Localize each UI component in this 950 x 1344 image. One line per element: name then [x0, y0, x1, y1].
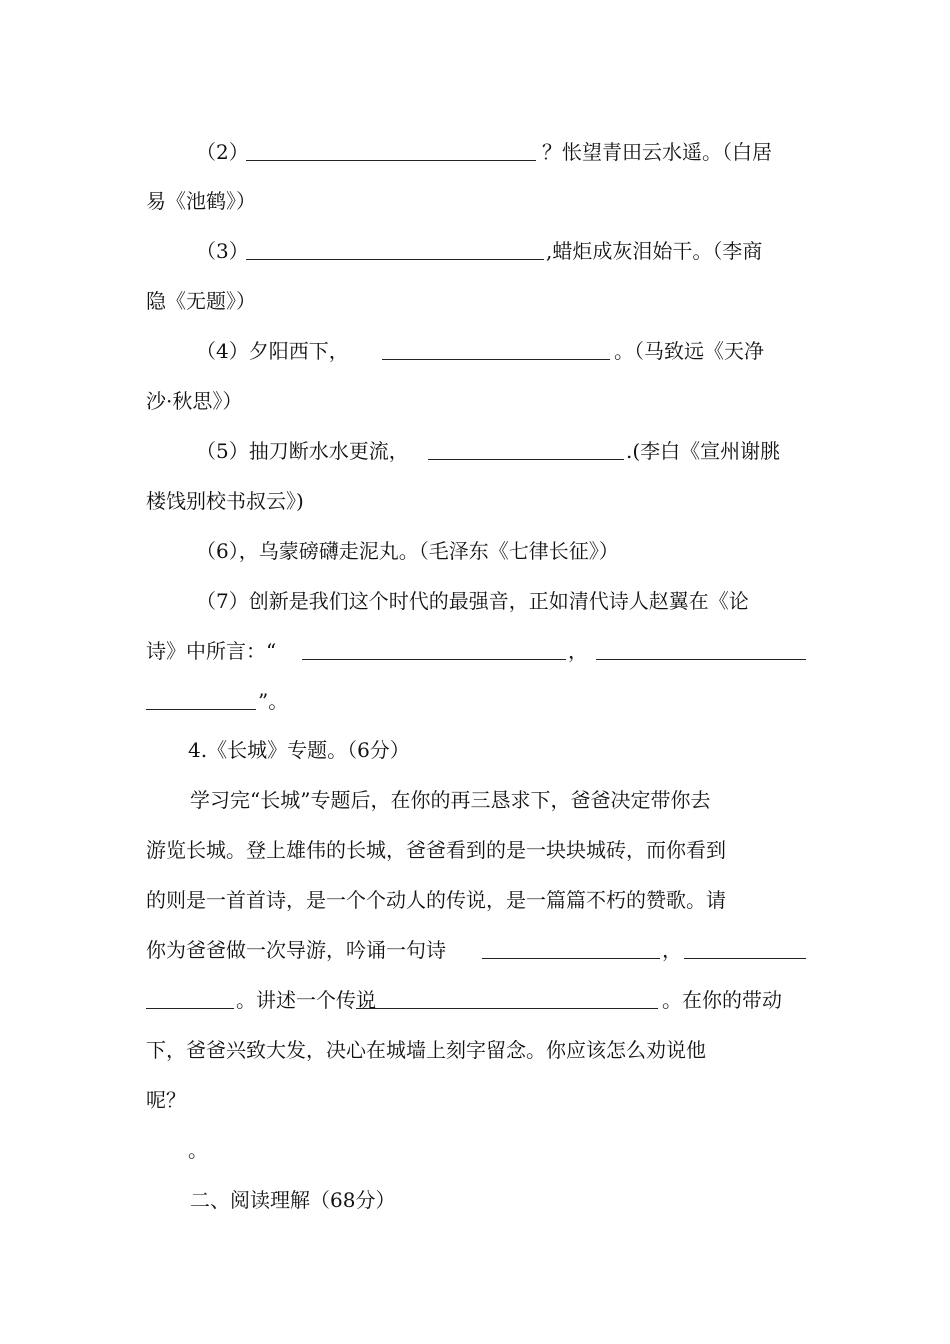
- answer-blank[interactable]: [382, 341, 610, 360]
- item-number: （2）: [196, 140, 249, 164]
- text-segment: （4）夕阳西下，: [196, 339, 349, 363]
- answer-blank[interactable]: [482, 940, 660, 959]
- text-segment: 。讲述一个传说: [236, 988, 376, 1012]
- answer-blank[interactable]: [356, 990, 658, 1009]
- text-segment: 。（马致远《天净: [614, 339, 764, 363]
- text-segment: 易《池鹤》）: [146, 189, 256, 213]
- text-segment: （5）抽刀断水水更流，: [196, 439, 409, 463]
- text-segment: ”。: [258, 689, 289, 713]
- text-segment: ，: [662, 938, 682, 962]
- item-number: （3）: [196, 239, 249, 263]
- text-segment: （7）创新是我们这个时代的最强音，正如清代诗人赵翼在《论: [196, 589, 749, 613]
- text-segment: 4.《长城》专题。（6分）: [188, 738, 410, 762]
- text-segment: 呢？: [146, 1088, 186, 1112]
- answer-blank[interactable]: [684, 940, 806, 959]
- answer-blank[interactable]: [302, 641, 566, 660]
- text-segment: ,蜡炬成灰泪始干。（李商: [546, 239, 763, 263]
- answer-blank[interactable]: [146, 691, 256, 710]
- text-segment: 二、阅读理解（68分）: [190, 1188, 396, 1212]
- text-segment: .(李白《宣州谢朓: [626, 439, 781, 463]
- text-segment: 游览长城。登上雄伟的长城，爸爸看到的是一块块城砖，而你看到: [146, 838, 726, 862]
- text-segment: 。: [188, 1138, 208, 1162]
- text-segment: 隐《无题》）: [146, 289, 256, 313]
- text-segment: 诗》中所言：“: [146, 639, 277, 663]
- answer-blank[interactable]: [246, 241, 544, 260]
- text-segment: 沙·秋思》）: [146, 389, 243, 413]
- text-segment: （6），乌蒙磅礴走泥丸。（毛泽东《七律长征》）: [196, 539, 619, 563]
- text-segment: 楼饯别校书叔云》): [146, 489, 304, 513]
- answer-blank[interactable]: [246, 142, 536, 161]
- text-segment: 下，爸爸兴致大发，决心在城墙上刻字留念。你应该怎么劝说他: [146, 1038, 706, 1062]
- text-segment: 。在你的带动: [662, 988, 782, 1012]
- answer-blank[interactable]: [596, 641, 806, 660]
- answer-blank[interactable]: [146, 990, 234, 1009]
- text-segment: 你为爸爸做一次导游，吟诵一句诗: [146, 938, 446, 962]
- text-segment: ，: [568, 639, 588, 663]
- text-segment: 的则是一首首诗，是一个个动人的传说，是一篇篇不朽的赞歌。请: [146, 888, 726, 912]
- answer-blank[interactable]: [428, 441, 624, 460]
- text-segment: 学习完“长城”专题后，在你的再三恳求下，爸爸决定带你去: [190, 788, 711, 812]
- text-segment: ？怅望青田云水遥。（白居: [542, 140, 772, 164]
